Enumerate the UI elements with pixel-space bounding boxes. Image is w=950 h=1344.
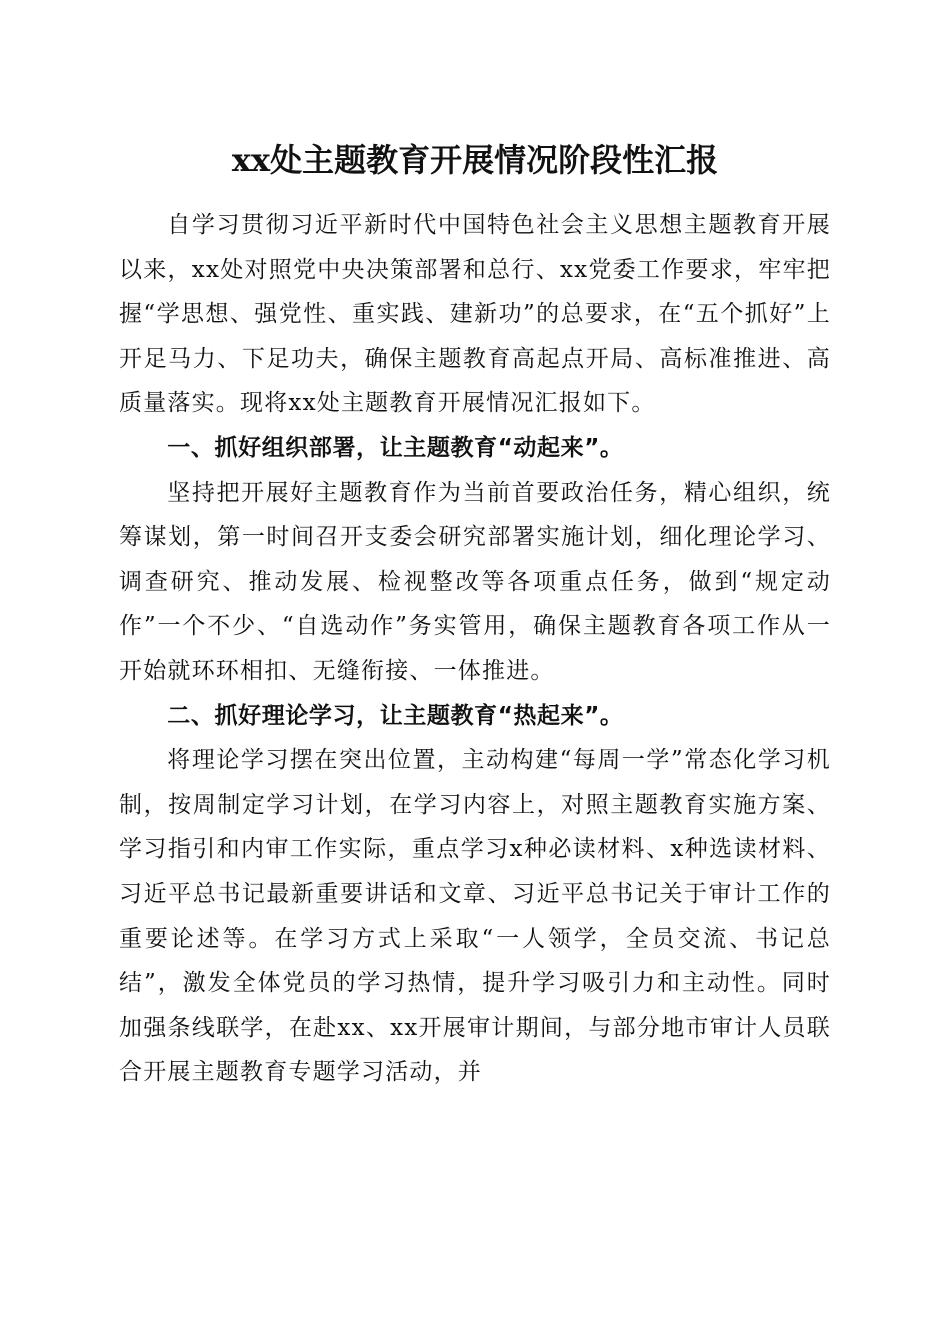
document-title: xx处主题教育开展情况阶段性汇报 — [231, 141, 719, 179]
section-heading-1: 一、抓好组织部署，让主题教育“动起来”。 — [167, 434, 624, 461]
section-heading-2: 二、抓好理论学习，让主题教育“热起来”。 — [167, 702, 624, 729]
paragraph-intro: 自学习贯彻习近平新时代中国特色社会主义思想主题教育开展以来，xx处对照党中央决策部署和总行、xx党委工作要求，牢牢把握“学思想、强党性、重实践、建新功”的总要求，在“五个抓好”上开足马力、下足功夫，确保主题教育高起点开局、高标准推进、高质量落实。现将xx处主题教育开展情况汇报如下。 — [119, 212, 831, 417]
paragraph-section-1: 坚持把开展好主题教育作为当前首要政治任务，精心组织，统筹谋划，第一时间召开支委会研究部署实施计划，细化理论学习、调查研究、推动发展、检视整改等各项重点任务，做到“规定动作”一个不少、“自选动作”务实管用，确保主题教育各项工作从一开始就环环相扣、无缝衔接、一体推进。 — [119, 479, 831, 684]
paragraph-section-2: 将理论学习摆在突出位置，主动构建“每周一学”常态化学习机制，按周制定学习计划，在学习内容上，对照主题教育实施方案、学习指引和内审工作实际，重点学习x种必读材料、x种选读材料、习近平总书记最新重要讲话和文章、习近平总书记关于审计工作的重要论述等。在学习方式上采取“一人领学，全员交流、书记总结”，激发全体党员的学习热情，提升学习吸引力和主动性。同时加强条线联学，在赴xx、xx开展审计期间，与部分地市审计人员联合开展主题教育专题学习活动，并 — [119, 747, 831, 1086]
document-body — [119, 203, 831, 1095]
